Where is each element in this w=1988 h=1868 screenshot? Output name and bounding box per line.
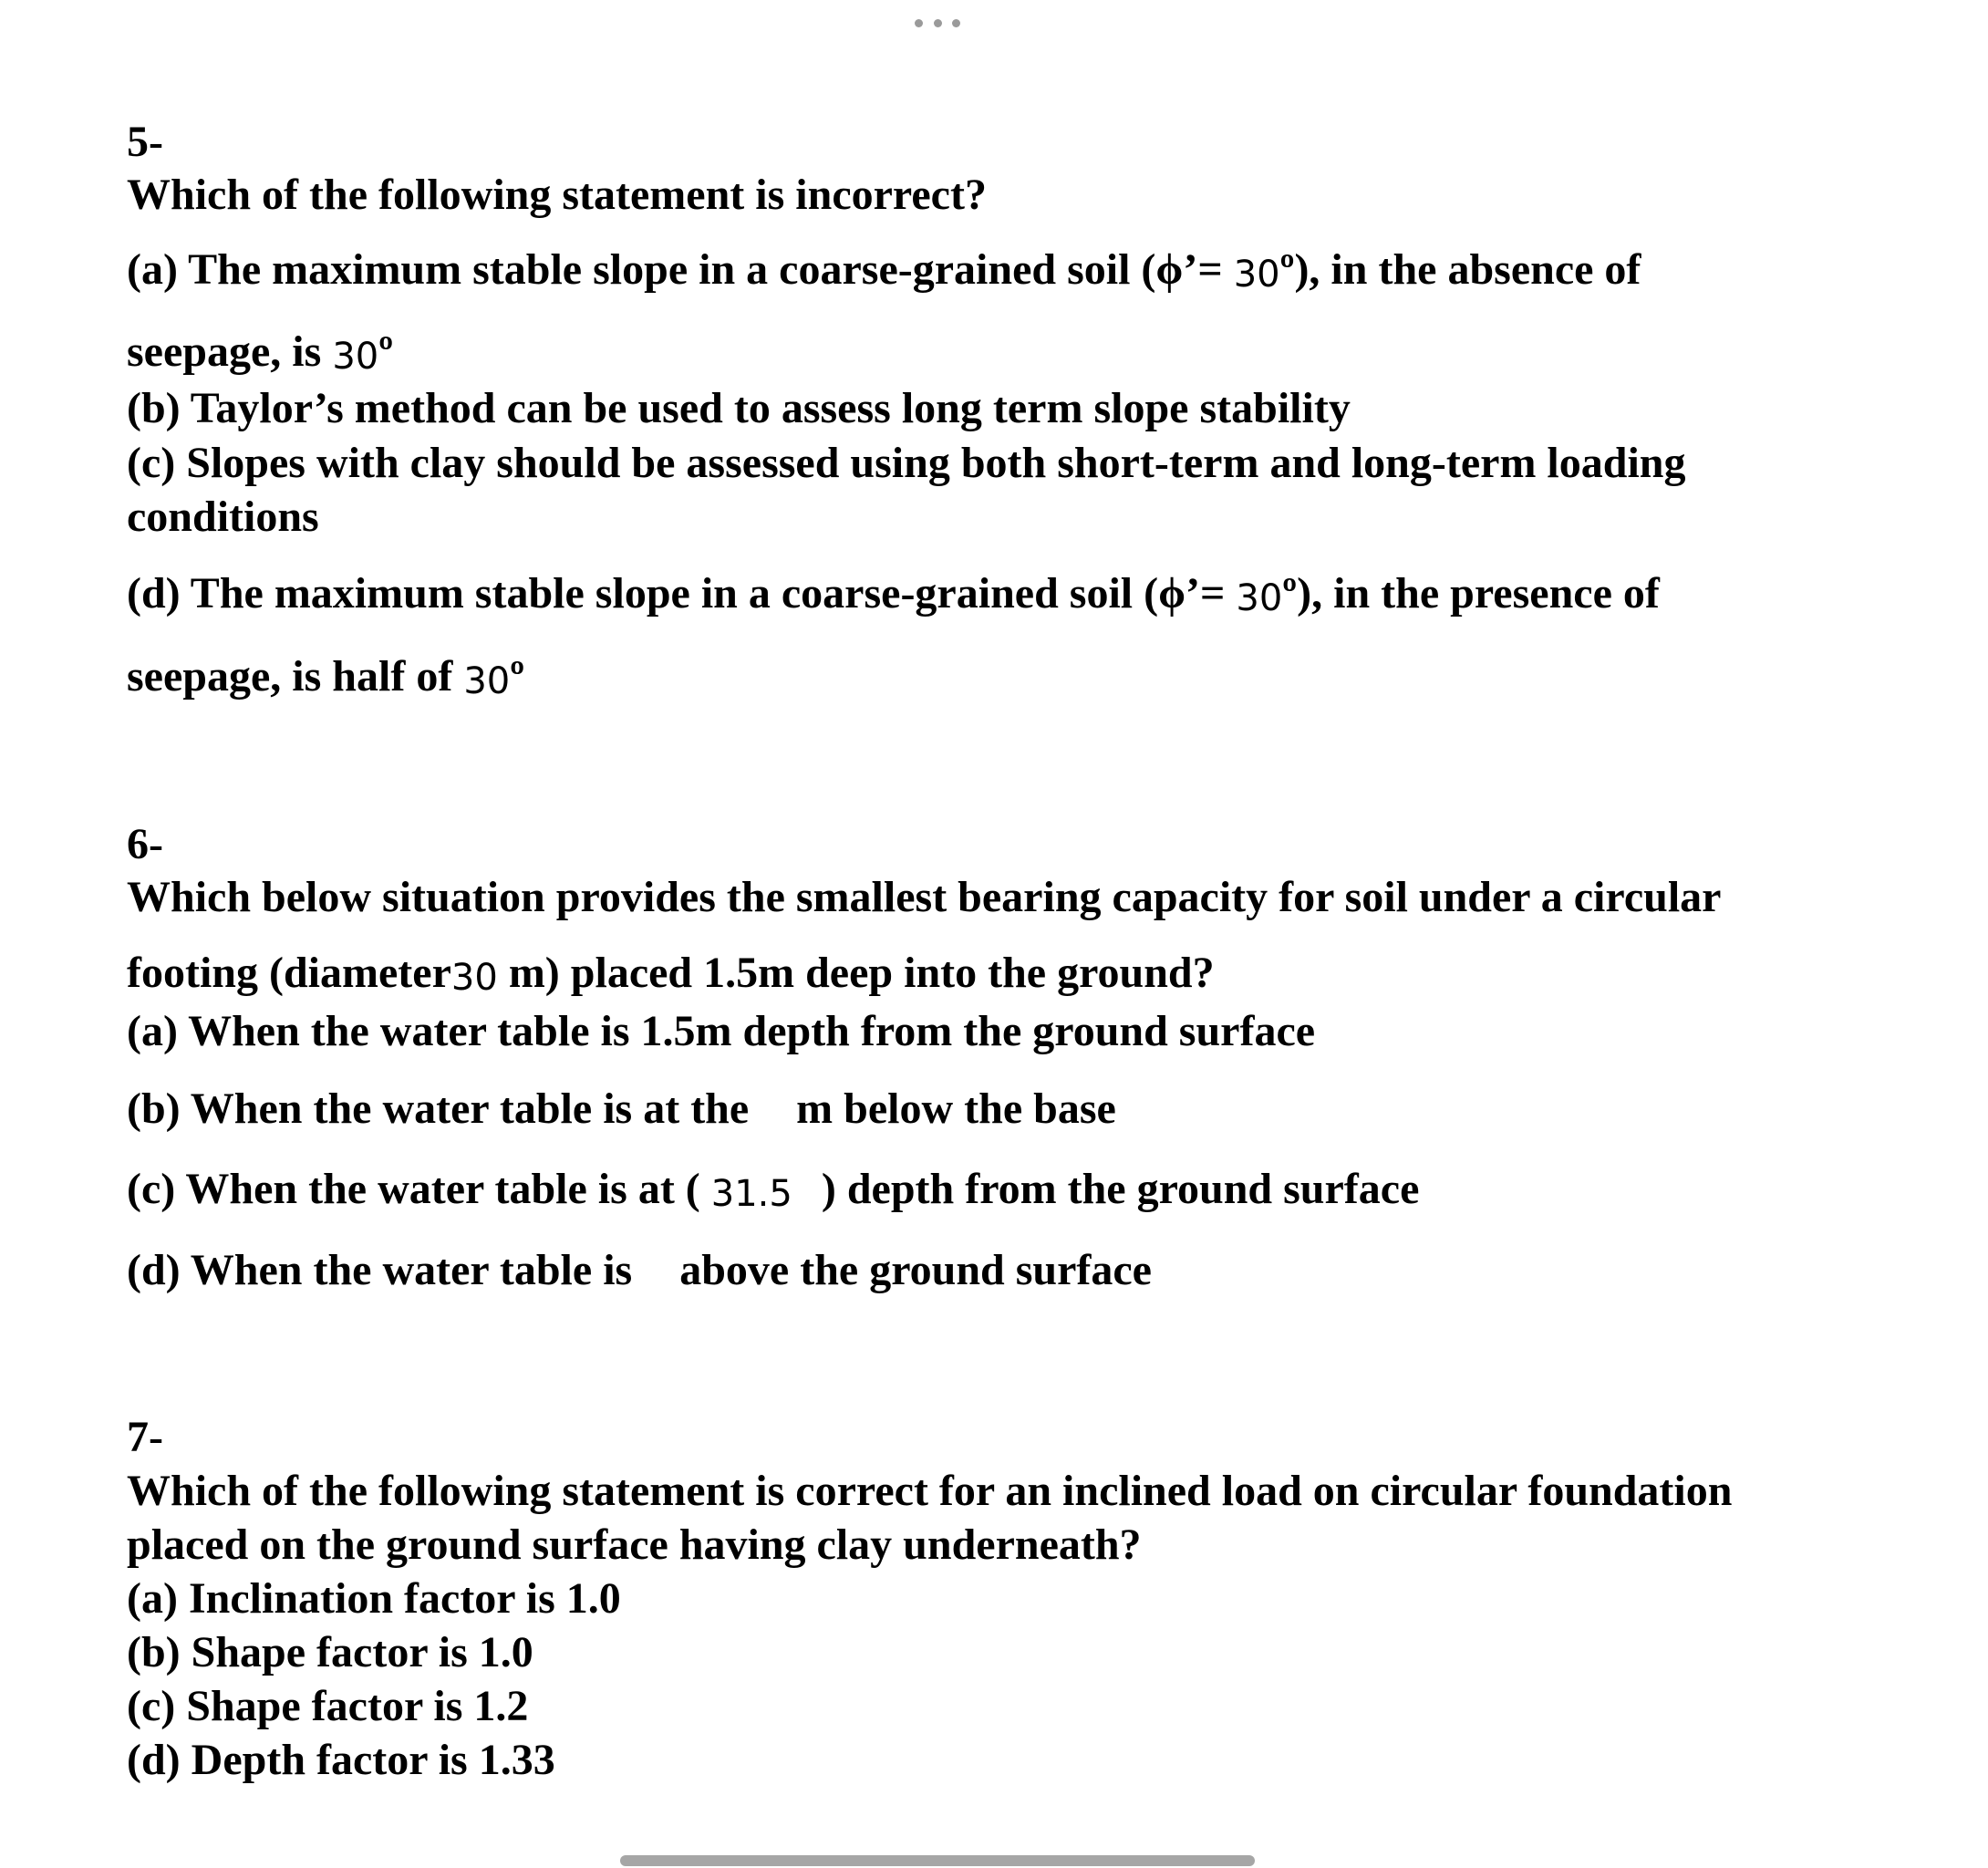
q7-option-a: (a) Inclination factor is 1.0 <box>127 1574 621 1623</box>
q5-option-d-cont <box>127 651 524 704</box>
q6-question2-handwritten: 30 <box>450 957 498 999</box>
q7-option-b: (b) Shape factor is 1.0 <box>127 1628 533 1676</box>
q6-option-c-text-end: ) depth from the ground surface <box>821 1165 1420 1213</box>
q6-option-c-handwritten: 31.5 <box>710 1173 792 1215</box>
q6-option-b-text: (b) When the water table is at the <box>127 1084 750 1133</box>
q6-option-b-text-end: m below the base <box>796 1084 1116 1133</box>
q7-option-d: (d) Depth factor is 1.33 <box>127 1736 555 1784</box>
q5-option-d-text-end: º), in the presence of <box>1282 569 1660 617</box>
q5-option-a2-handwritten: 30 <box>332 336 379 378</box>
q5-option-d2-handwritten: 30 <box>463 660 511 702</box>
q5-option-d2-degree: º <box>510 652 525 700</box>
q5-option-a-text-end: º), in the absence of <box>1279 245 1641 294</box>
q6-number: 6- <box>127 820 163 868</box>
q5-option-a-handwritten: 30 <box>1233 254 1280 296</box>
q6-option-a: (a) When the water table is 1.5m depth from the ground surface <box>127 1007 1316 1055</box>
dot-icon <box>952 19 960 27</box>
q6-question2-text-end: m) placed 1.5m deep into the ground? <box>508 949 1215 997</box>
q6-question: Which below situation provides the smallest bearing capacity for soil under a circular <box>127 873 1722 921</box>
q6-option-d-text-end: above the ground surface <box>679 1246 1152 1294</box>
q5-option-c-cont: conditions <box>127 493 319 541</box>
q5-option-b: (b) Taylor’s method can be used to assess long term slope stability <box>127 384 1351 432</box>
q6-question2-text: footing (diameter <box>127 949 451 997</box>
q5-option-a2-text: seepage, is <box>127 327 322 376</box>
q5-option-d-text: (d) The maximum stable slope in a coarse-grained soil (ϕ’= <box>127 569 1226 617</box>
q5-option-a-text: (a) The maximum stable slope in a coarse-grained soil (ϕ’= <box>127 245 1223 294</box>
q5-option-d <box>127 568 1660 621</box>
q5-question: Which of the following statement is incorrect? <box>127 171 987 219</box>
q5-option-a2-degree: º <box>378 327 394 376</box>
q7-option-c: (c) Shape factor is 1.2 <box>127 1682 529 1730</box>
q5-option-d-handwritten: 30 <box>1236 577 1283 619</box>
q7-number: 7- <box>127 1413 163 1461</box>
q6-option-c-text: (c) When the water table is at ( <box>127 1165 700 1213</box>
more-options-icon[interactable] <box>915 9 960 36</box>
q6-option-d-text: (d) When the water table is <box>127 1246 633 1294</box>
q7-question: Which of the following statement is correct for an inclined load on circular foundation <box>127 1467 1733 1515</box>
q7-question-cont: placed on the ground surface having clay underneath? <box>127 1520 1142 1569</box>
q6-question-cont <box>127 948 1215 1001</box>
q5-option-c: (c) Slopes with clay should be assessed using both short-term and long-term loading <box>127 439 1686 487</box>
q5-option-a-cont <box>127 327 393 379</box>
q5-number: 5- <box>127 118 163 166</box>
q5-option-a <box>127 244 1641 297</box>
dot-icon <box>915 19 923 27</box>
q5-option-d2-text: seepage, is half of <box>127 652 453 700</box>
home-indicator[interactable] <box>620 1855 1255 1866</box>
q6-option-b <box>127 1084 1116 1135</box>
q6-option-c <box>127 1164 1419 1217</box>
q6-option-d <box>127 1245 1152 1296</box>
dot-icon <box>934 19 942 27</box>
